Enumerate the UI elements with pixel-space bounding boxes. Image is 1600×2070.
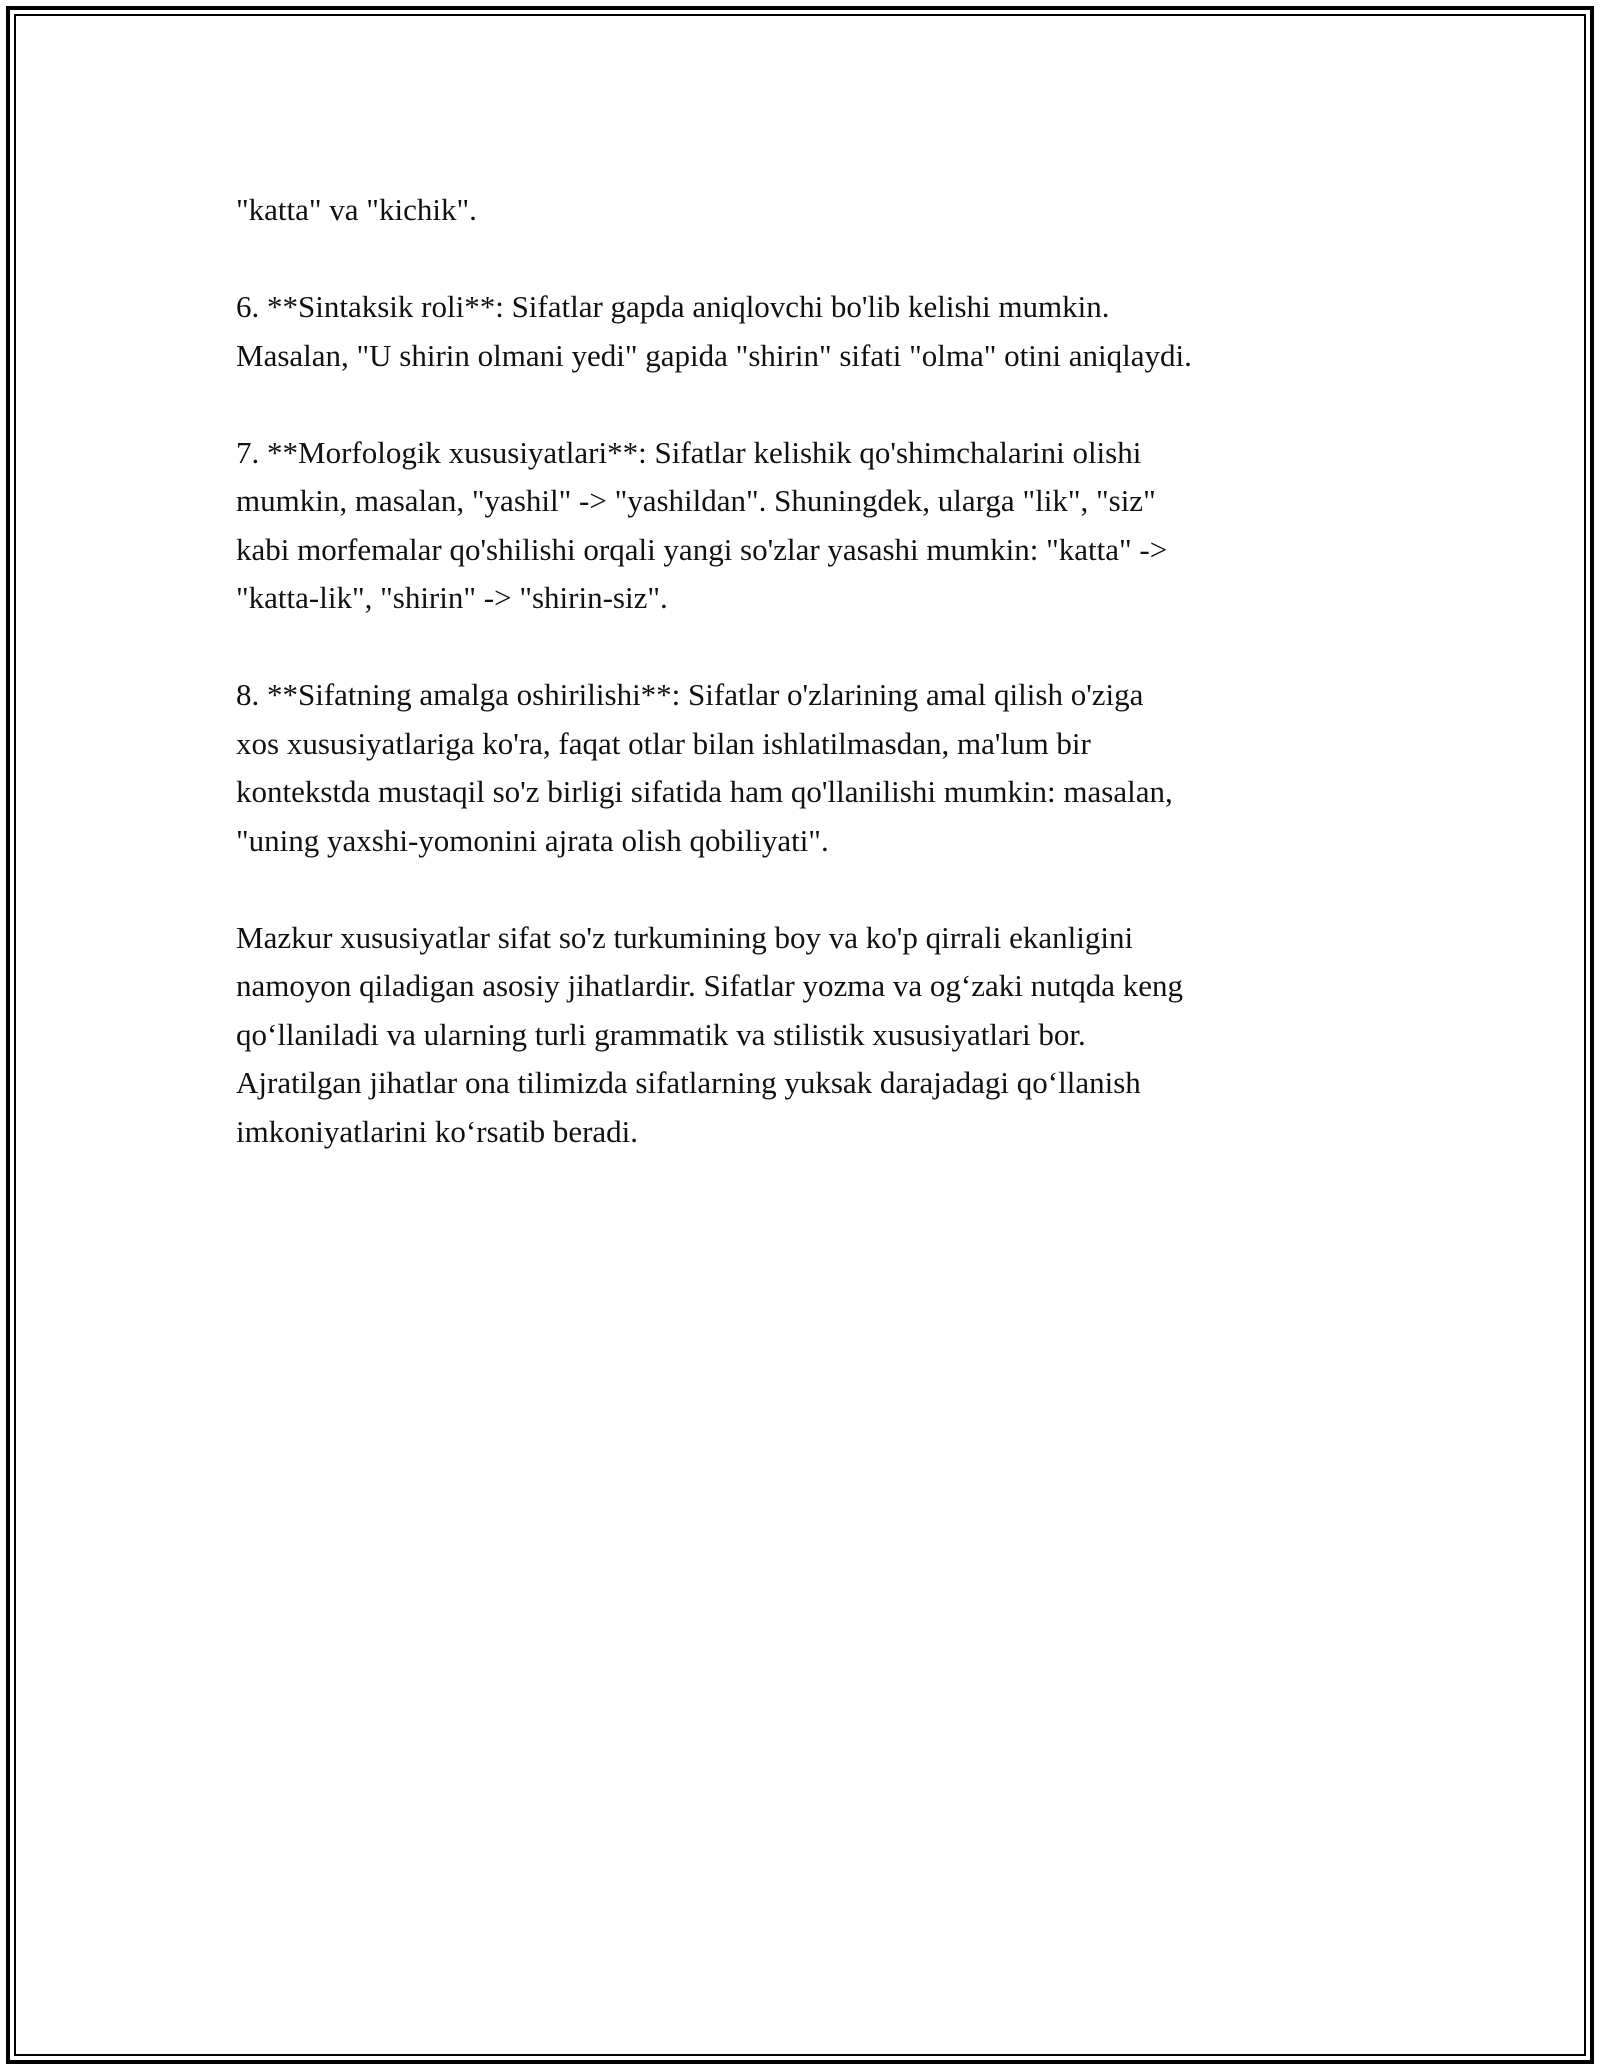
paragraph-conclusion: Mazkur xususiyatlar sifat so'z turkumining boy va ko'p qirrali ekanligini namoyon qiladigan asosiy jihatlardir. Sifatlar yozma va og‘zaki nutqda keng qo‘llaniladi va ularning turli grammatik va stilistik xususiyatlari bor. Ajratilgan jihatlar ona tilimizda sifatlarning yuksak darajadagi qo‘llanish imkoniyatlarini ko‘rsatib beradi. <box>236 919 1183 1149</box>
paragraph-item-6: 6. **Sintaksik roli**: Sifatlar gapda aniqlovchi bo'lib kelishi mumkin. Masalan, "U shirin olmani yedi" gapida "shirin" sifati "olma" otini aniqlaydi. <box>236 289 1192 373</box>
paragraph-item-8: 8. **Sifatning amalga oshirilishi**: Sifatlar o'zlarining amal qilish o'ziga xos xususiyatlariga ko'ra, faqat otlar bilan ishlatilmasdan, ma'lum bir kontekstda mustaqil so'z birligi sifatida ham qo'llanilishi mumkin: masalan, "uning yaxshi-yomonini ajrata olish qobiliyati". <box>236 677 1173 858</box>
document-body <box>236 186 1386 1205</box>
paragraph-continuation: "katta" va "kichik". <box>236 192 477 227</box>
paragraph-item-7: 7. **Morfologik xususiyatlari**: Sifatlar kelishik qo'shimchalarini olishi mumkin, masalan, "yashil" -> "yashildan". Shuningdek, ularga "lik", "siz" kabi morfemalar qo'shilishi orqali yangi so'zlar yasashi mumkin: "katta" -> "katta-lik", "shirin" -> "shirin-siz". <box>236 434 1168 615</box>
